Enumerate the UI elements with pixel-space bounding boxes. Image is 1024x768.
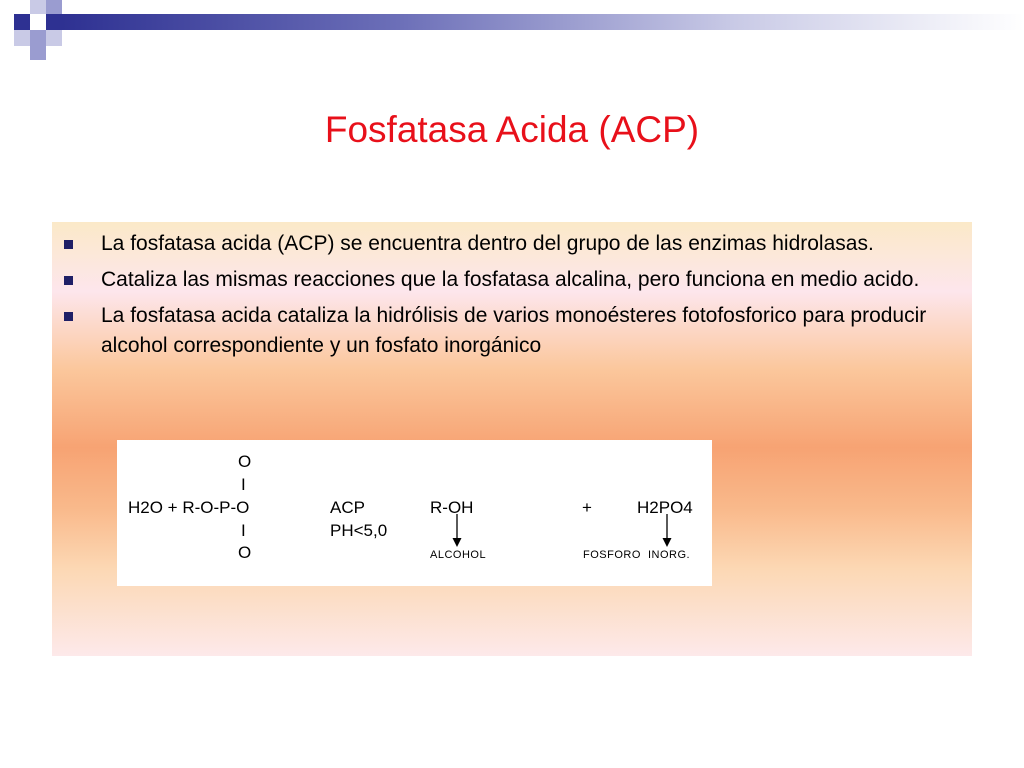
decor-square [30, 30, 46, 46]
reaction-diagram [117, 440, 712, 586]
reaction-product-phosphate: H2PO4 [637, 498, 693, 517]
down-arrow-icon [661, 514, 673, 548]
bullet-text: La fosfatasa acida (ACP) se encuentra dentro del grupo de las enzimas hidrolasas. [101, 232, 874, 255]
reaction-bottom-oxygen: O [238, 543, 252, 562]
label-alcohol: ALCOHOL [430, 549, 487, 561]
bullet-text: Cataliza las mismas reacciones que la fosfatasa alcalina, pero funciona en medio acido. [101, 268, 920, 291]
decor-square [46, 30, 62, 46]
reaction-enzyme: ACP [330, 498, 365, 517]
header-decoration [0, 0, 1024, 70]
decor-square [46, 0, 62, 14]
square-bullet-icon [64, 240, 73, 249]
decor-square [14, 30, 30, 46]
reaction-product-alcohol: R-OH [430, 498, 474, 517]
reaction-top-bond: I [241, 475, 246, 494]
bullet-list [56, 229, 956, 367]
bullet-item [56, 265, 956, 295]
decor-square [46, 14, 62, 30]
reaction-reactants: H2O + R-O-P-O [128, 498, 250, 517]
reaction-condition: PH<5,0 [330, 521, 388, 540]
decor-square [14, 14, 30, 30]
label-inorganic-phosphate: FOSFORO INORG. [583, 549, 691, 561]
slide-title: Fosfatasa Acida (ACP) [324, 109, 700, 150]
reaction-plus: + [582, 498, 592, 517]
reaction-top-oxygen: O [238, 452, 252, 471]
square-bullet-icon [64, 312, 73, 321]
square-bullet-icon [64, 276, 73, 285]
bullet-item [56, 229, 956, 259]
decor-square [30, 0, 46, 14]
reaction-bottom-bond: I [241, 521, 246, 540]
down-arrow-icon [451, 514, 463, 548]
bullet-item [56, 301, 956, 361]
header-gradient-bar [62, 14, 1024, 30]
bullet-text: La fosfatasa acida cataliza la hidrólisis de varios monoésteres fotofosforico para producir alcohol correspondiente y un fosfato inorgánico [101, 304, 927, 357]
decor-square [30, 46, 46, 60]
